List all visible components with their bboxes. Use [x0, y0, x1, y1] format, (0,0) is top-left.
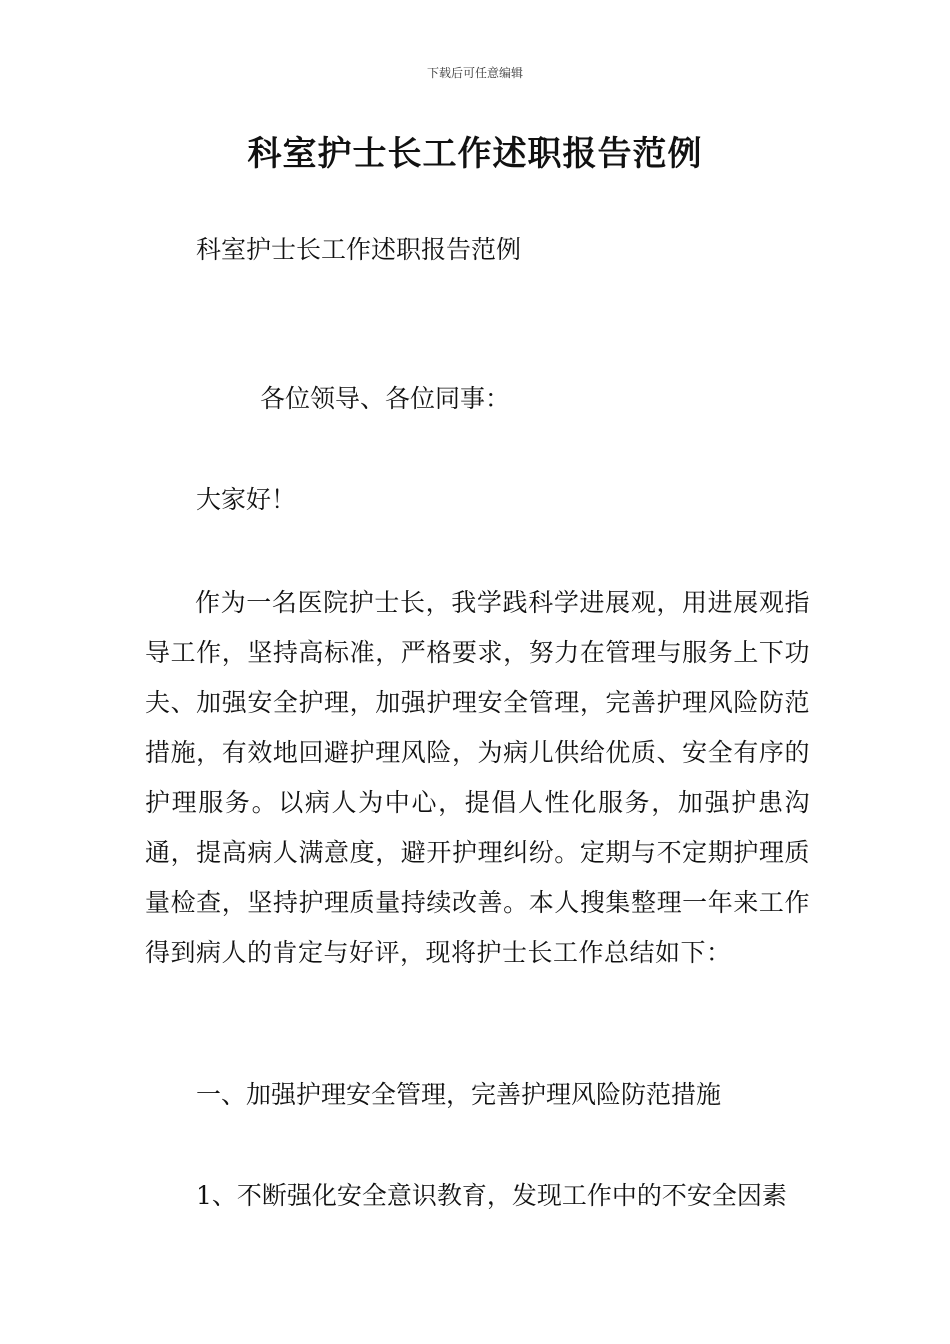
salutation: 各位领导、各位同事： [260, 384, 511, 413]
section-heading-1: 一、加强护理安全管理，完善护理风险防范措施 [196, 1080, 722, 1109]
document-subtitle: 科室护士长工作述职报告范例 [196, 235, 522, 264]
list-item-1: 1、不断强化安全意识教育，发现工作中的不安全因素 [196, 1181, 787, 1210]
header-note: 下载后可任意编辑 [426, 66, 523, 80]
document-title: 科室护士长工作述职报告范例 [247, 134, 703, 174]
greeting: 大家好！ [196, 485, 297, 514]
body-paragraph-1: 作为一名医院护士长，我学践科学进展观，用进展观指导工作，坚持高标准，严格要求，努力在管理与服务上下功夫、加强安全护理，加强护理安全管理，完善护理风险防范措施，有效地回避护理风险，为病儿供给优质、安全有序的护理服务。以病人为中心，提倡人性化服务，加强护患沟通，提高病人满意度，避开护理纠纷。定期与不定期护理质量检查，坚持护理质量持续改善。本人搜集整理一年来工作得到病人的肯定与好评，现将护士长工作总结如下： [145, 588, 810, 967]
